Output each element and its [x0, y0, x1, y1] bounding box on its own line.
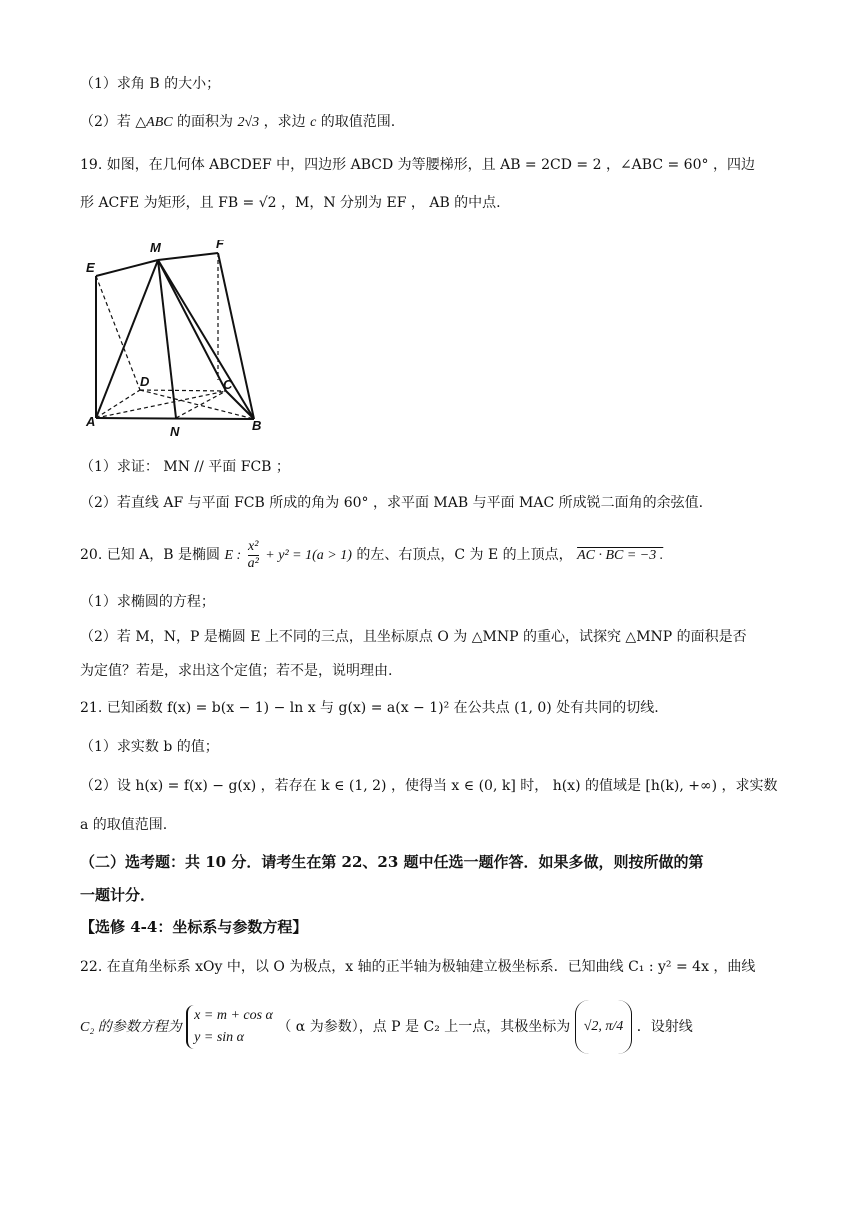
q18-part2-pre: （2）若: [80, 114, 131, 130]
q19-line2: 形 ACFE 为矩形，且 FB = √2 ，M，N 分别为 EF ， AB 的中点.: [80, 195, 501, 211]
q18-triangle: △ABC: [135, 115, 173, 130]
edge-em: [96, 260, 158, 276]
q18-part2: [80, 112, 395, 133]
q20-frac-num: x²: [248, 538, 259, 554]
q22-param-system: [186, 1005, 273, 1049]
q22-line2-mid: （ α 为参数），点 P 是 C₂ 上一点，其极坐标为: [277, 1019, 571, 1035]
q20-line1-pre: 20. 已知 A，B 是椭圆: [80, 547, 221, 563]
edge-nc: [176, 391, 226, 418]
q22-param-x: x = m + cos α: [194, 1008, 273, 1023]
q19-part1: （1）求证： MN // 平面 FCB ；: [80, 459, 290, 475]
label-n: N: [170, 424, 180, 439]
q20-part1: （1）求椭圆的方程；: [80, 594, 215, 610]
edge-dc: [140, 390, 226, 391]
q20-frac-den: a²: [247, 555, 259, 571]
section2-line1: （二）选考题：共 10 分．请考生在第 22、23 题中任选一题作答．如果多做，则按所做的第: [80, 853, 704, 871]
q18-part2-end: 的取值范围.: [320, 114, 396, 130]
q18-part2-post: ，求边: [263, 114, 306, 130]
label-c: C: [223, 377, 233, 392]
q18-var-c: c: [310, 115, 317, 130]
q21-part2-line1: （2）设 h(x) = f(x) − g(x) ，若存在 k ∈ (1, 2) ，使得当 x ∈ (0, k] 时， h(x) 的值域是 [h(k), +∞) ，求实数: [80, 778, 778, 794]
edge-ma: [96, 260, 158, 418]
edge-mc: [158, 260, 226, 391]
q20-vector-product: AC · BC = −3 .: [577, 548, 664, 563]
section2-line2: 一题计分．: [80, 886, 156, 904]
geometry-figure: [78, 240, 268, 440]
q22-line2: [80, 1000, 693, 1054]
q18-part2-mid: 的面积为: [177, 114, 234, 130]
q21-line1: 21. 已知函数 f(x) = b(x − 1) − ln x 与 g(x) = a(x − 1)² 在公共点 (1, 0) 处有共同的切线.: [80, 700, 659, 716]
edge-fb: [218, 253, 254, 419]
q22-polar-coordinate: √2, π/4: [575, 1000, 633, 1054]
label-d: D: [140, 374, 150, 389]
q18-part1: （1）求角 B 的大小；: [80, 76, 221, 92]
q20-line1-post: 的左、右顶点，C 为 E 的上顶点，: [356, 547, 573, 563]
edge-ed: [96, 276, 140, 390]
elective-heading: 【选修 4-4：坐标系与参数方程】: [80, 918, 308, 936]
q22-line2-pre: C₂ 的参数方程为: [80, 1020, 182, 1035]
edge-mf: [158, 253, 218, 260]
edge-ab: [96, 418, 254, 419]
q20-fraction: [248, 539, 259, 572]
label-b: B: [252, 418, 262, 433]
label-m: M: [150, 240, 161, 255]
label-a: A: [86, 414, 96, 429]
q21-part2-line2: a 的取值范围.: [80, 817, 168, 833]
q21-part1: （1）求实数 b 的值；: [80, 739, 219, 755]
q20-part2-line1: （2）若 M，N，P 是椭圆 E 上不同的三点，且坐标原点 O 为 △MNP 的重心，试探究 △MNP 的面积是否: [80, 629, 747, 645]
q22-param-y: y = sin α: [194, 1030, 245, 1045]
q20-line1: [80, 538, 663, 573]
label-f: F: [216, 240, 224, 251]
label-e: E: [86, 260, 95, 275]
q19-part2: （2）若直线 AF 与平面 FCB 所成的角为 60° ，求平面 MAB 与平面 MAC 所成锐二面角的余弦值.: [80, 495, 704, 511]
q22-line2-post: ．设射线: [636, 1019, 693, 1035]
q20-equation: + y² = 1(a > 1): [265, 548, 352, 563]
q19-line1: 19. 如图，在几何体 ABCDEF 中，四边形 ABCD 为等腰梯形，且 AB = 2CD = 2 ，∠ABC = 60° ，四边: [80, 157, 755, 173]
q20-part2-line2: 为定值？若是，求出这个定值；若不是，说明理由.: [80, 663, 393, 679]
q20-ellipse-name: E :: [224, 548, 242, 563]
edge-db: [140, 390, 254, 419]
q22-line1: 22. 在直角坐标系 xOy 中，以 O 为极点，x 轴的正半轴为极轴建立极坐标系．已知曲线 C₁ : y² = 4x ，曲线: [80, 959, 756, 975]
q18-area-value: 2√3: [237, 115, 260, 130]
